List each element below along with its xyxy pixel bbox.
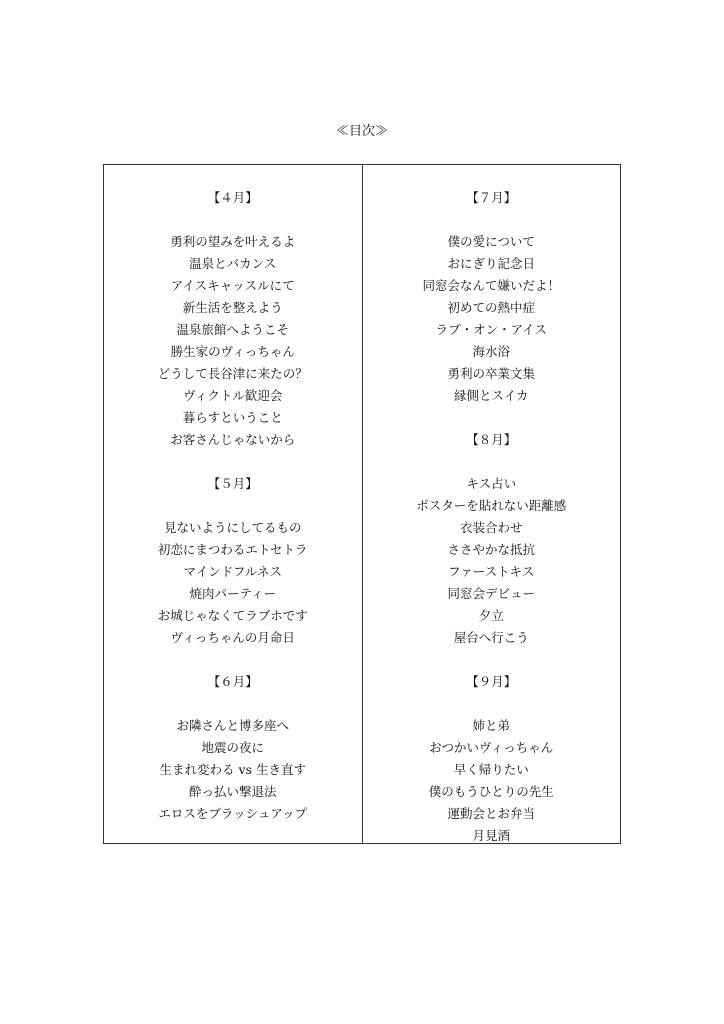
month-heading: 【６月】: [207, 674, 258, 689]
month-heading: 【４月】: [207, 190, 258, 205]
chapter-title: 生まれ変わる vs 生き直す: [159, 762, 306, 777]
heading-spacer: [104, 495, 362, 517]
section-spacer: [363, 649, 621, 671]
chapter-title: 縁側とスイカ: [454, 388, 529, 403]
heading-spacer: [363, 209, 621, 231]
chapter-title: ファーストキス: [448, 564, 535, 579]
toc-column-right: [362, 165, 621, 843]
chapter-title: ポスターを貼れない距離感: [416, 498, 567, 513]
chapter-title: 同窓会デビュー: [447, 586, 535, 601]
month-section: [363, 407, 621, 649]
chapter-title: お隣さんと博多座へ: [176, 718, 289, 733]
chapter-title: 酔っ払い撃退法: [188, 784, 277, 799]
month-heading: 【９月】: [466, 674, 517, 689]
month-heading: 【７月】: [466, 190, 517, 205]
chapter-title: お客さんじゃないから: [170, 432, 296, 447]
chapter-title: 屋台へ行こう: [453, 630, 529, 645]
chapter-title: ささやかな抵抗: [447, 542, 535, 557]
chapter-title: 早く帰りたい: [453, 762, 529, 777]
chapter-title: 温泉とバカンス: [189, 256, 277, 271]
chapter-title: どうして長谷津に来たの？: [157, 366, 308, 381]
chapter-title: 衣装合わせ: [459, 520, 523, 535]
month-section: [363, 187, 621, 407]
chapter-title: 温泉旅館へようこそ: [176, 322, 289, 337]
chapter-title: 海水浴: [472, 344, 510, 359]
section-spacer: [104, 451, 362, 473]
chapter-title: 勇利の望みを叶えるよ: [170, 234, 296, 249]
chapter-title: 見ないようにしてるもの: [163, 520, 302, 535]
chapter-title: 初めての熱中症: [447, 300, 535, 315]
chapter-title: ラブ・オン・アイス: [435, 322, 547, 337]
chapter-title: マインドフルネス: [183, 564, 282, 579]
chapter-title: 姉と弟: [472, 718, 510, 733]
chapter-title: 月見酒: [472, 828, 510, 843]
chapter-title: 地震の夜に: [201, 740, 264, 755]
toc-column-left: [104, 165, 362, 843]
month-section: [104, 451, 362, 649]
month-section: [104, 187, 362, 451]
chapter-title: 暮らすということ: [182, 410, 283, 425]
chapter-title: 僕の愛について: [447, 234, 535, 249]
month-heading: 【８月】: [466, 432, 517, 447]
chapter-title: 勇利の卒業文集: [447, 366, 535, 381]
month-section: [104, 649, 362, 825]
chapter-title: 勝生家のヴィっちゃん: [170, 344, 295, 359]
chapter-title: 僕のもうひとりの先生: [428, 784, 554, 799]
heading-spacer: [104, 209, 362, 231]
section-spacer: [104, 649, 362, 671]
chapter-title: エロスをブラッシュアップ: [158, 806, 308, 821]
page-title: ≪目次≫: [335, 124, 388, 139]
chapter-title: 新生活を整えよう: [182, 300, 283, 315]
chapter-title: ヴィっちゃんの月命日: [170, 630, 295, 645]
month-heading: 【５月】: [207, 476, 258, 491]
chapter-title: 夕立: [478, 608, 504, 623]
section-spacer: [363, 407, 621, 429]
heading-spacer: [363, 693, 621, 715]
chapter-title: 焼肉パーティー: [189, 586, 276, 601]
chapter-title: おつかいヴィっちゃん: [429, 740, 554, 755]
chapter-title: 同窓会なんて嫌いだよ！: [422, 278, 560, 293]
table-of-contents: [103, 164, 621, 844]
heading-spacer: [363, 451, 621, 473]
chapter-title: 運動会とお弁当: [447, 806, 535, 821]
chapter-title: アイスキャッスルにて: [170, 278, 295, 293]
month-section: [363, 649, 621, 847]
chapter-title: お城じゃなくてラブホです: [157, 608, 308, 623]
chapter-title: 初恋にまつわるエトセトラ: [157, 542, 308, 557]
chapter-title: ヴィクトル歓迎会: [183, 388, 283, 403]
chapter-title: おにぎり記念日: [447, 256, 535, 271]
heading-spacer: [104, 693, 362, 715]
chapter-title: キス占い: [466, 476, 517, 491]
